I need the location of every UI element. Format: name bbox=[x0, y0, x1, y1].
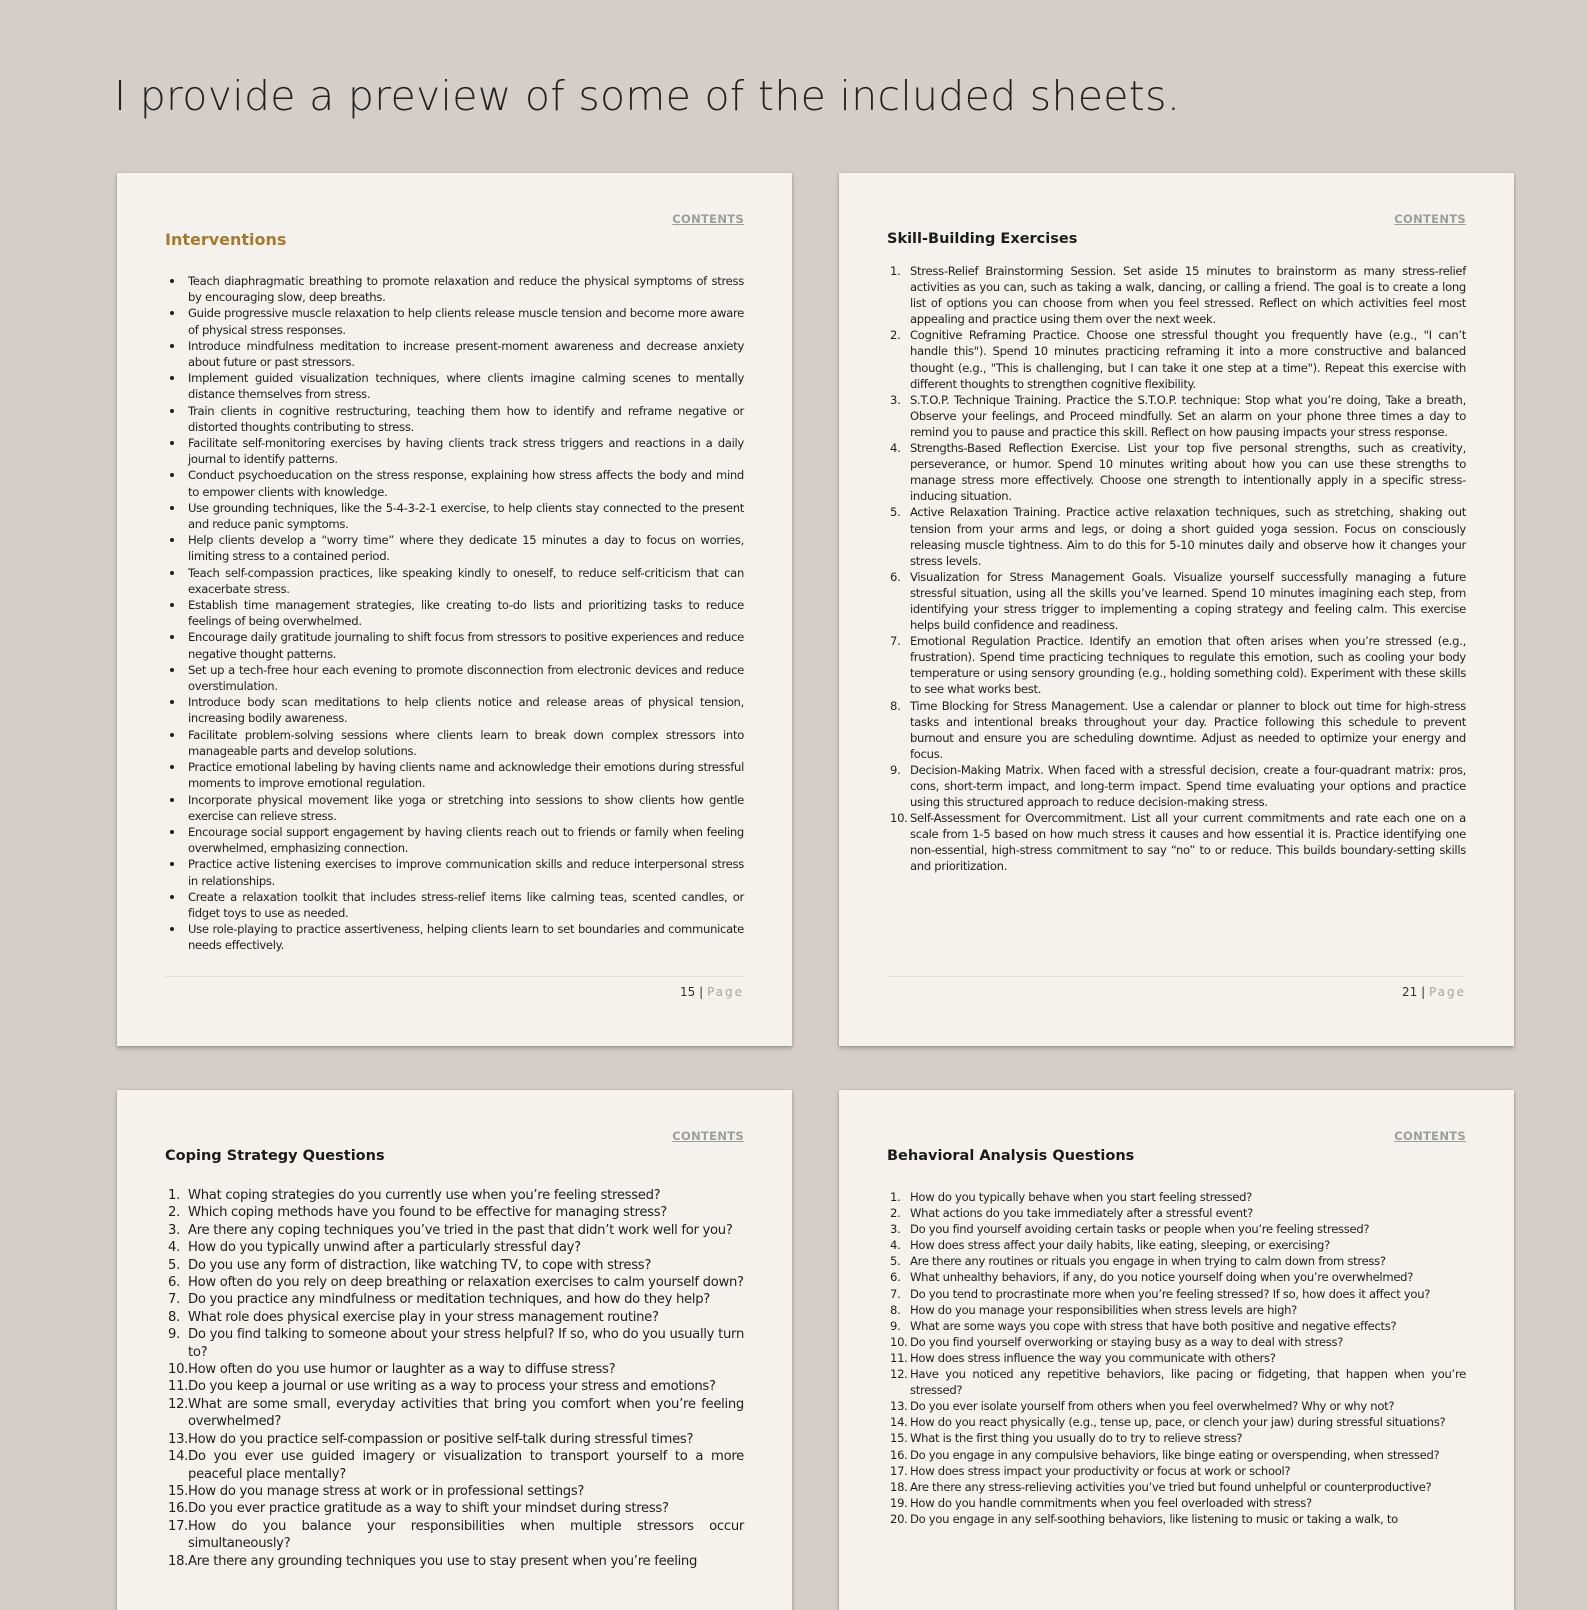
item-text: Are there any grounding techniques you use to stay present when you’re feeling bbox=[188, 1553, 698, 1569]
item-number: 2. bbox=[890, 1206, 901, 1221]
item-text: How do you handle commitments when you feel overloaded with stress? bbox=[910, 1495, 1312, 1510]
item-text: Time Blocking for Stress Management. Use a calendar or planner to block out time for high-stress tasks and intentional breaks throughout your day. Practice following this schedule to prevent burnout and ensure you are scheduling downtime. Adjust as needed to optimize your energy and focus. bbox=[910, 698, 1466, 761]
item-text: Do you find talking to someone about your stress helpful? If so, who do you usually turn to? bbox=[188, 1327, 744, 1360]
list-item bbox=[887, 1189, 1466, 1205]
list-item bbox=[887, 263, 1466, 327]
list-item bbox=[165, 629, 744, 661]
list-item bbox=[165, 856, 744, 888]
item-number: 3. bbox=[890, 1222, 901, 1237]
list-item bbox=[887, 1366, 1466, 1398]
item-number: 9. bbox=[890, 1318, 901, 1333]
item-number: 1. bbox=[168, 1188, 180, 1203]
page-separator: | bbox=[1421, 985, 1426, 999]
item-number: 7. bbox=[890, 1286, 901, 1301]
page-separator: | bbox=[699, 985, 704, 999]
list-item bbox=[887, 1302, 1466, 1318]
sheet-title: Coping Strategy Questions bbox=[165, 1148, 385, 1164]
sheet-interventions bbox=[117, 173, 792, 1046]
list-item bbox=[165, 597, 744, 629]
item-number: 4. bbox=[890, 441, 901, 456]
item-text: Strengths-Based Reflection Exercise. List your top five personal strengths, such as creativity, perseverance, or humor. Spend 10 minutes writing about how you can use these strengths to manage stress more effectively. Choose one strength to intentionally apply in a specific stress-inducing situation. bbox=[910, 441, 1466, 504]
item-text: Self-Assessment for Overcommitment. List all your current commitments and rate each one on a scale from 1-5 based on how much stress it causes and how essential it is. Practice identifying one non-essential, high-stress commitment to say “no” to or reduce. This builds boundary-setting skills and prioritization. bbox=[910, 811, 1466, 874]
item-text: Establish time management strategies, like creating to-do lists and prioritizing tasks to reduce feelings of being overwhelmed. bbox=[188, 598, 744, 629]
item-text: Do you find yourself overworking or staying busy as a way to deal with stress? bbox=[910, 1334, 1344, 1349]
list-item bbox=[887, 1350, 1466, 1366]
list-item bbox=[165, 1361, 744, 1378]
item-text: Do you ever isolate yourself from others when you feel overwhelmed? Why or why not? bbox=[910, 1399, 1395, 1414]
item-text: Help clients develop a “worry time” where they dedicate 15 minutes a day to focus on worries, limiting stress to a contained period. bbox=[188, 533, 744, 564]
list-item bbox=[887, 633, 1466, 697]
list-item bbox=[165, 273, 744, 305]
item-number: 12. bbox=[168, 1396, 189, 1412]
item-number: 8. bbox=[890, 1302, 901, 1317]
item-number: 3. bbox=[890, 392, 901, 407]
item-number: 12. bbox=[890, 1367, 908, 1382]
item-number: 18. bbox=[168, 1553, 189, 1569]
list-item bbox=[165, 1291, 744, 1308]
list-item bbox=[165, 1257, 744, 1274]
sheet-title: Interventions bbox=[165, 230, 287, 249]
item-text: How does stress impact your productivity or focus at work or school? bbox=[910, 1463, 1291, 1478]
item-number: 10. bbox=[168, 1362, 189, 1378]
list-item bbox=[887, 1479, 1466, 1495]
item-text: Introduce mindfulness meditation to increase present-moment awareness and decrease anxiety about future or past stressors. bbox=[188, 338, 744, 370]
item-text: How does stress influence the way you communicate with others? bbox=[910, 1350, 1276, 1365]
item-number: 17. bbox=[890, 1463, 908, 1478]
list-item bbox=[165, 662, 744, 694]
item-text: How do you balance your responsibilities when multiple stressors occur simultaneously? bbox=[188, 1518, 744, 1552]
list-item bbox=[165, 824, 744, 856]
item-number: 8. bbox=[168, 1309, 180, 1325]
page-headline: I provide a preview of some of the included sheets. bbox=[114, 72, 1181, 120]
item-number: 13. bbox=[168, 1431, 189, 1447]
item-number: 11. bbox=[890, 1350, 908, 1365]
list-item bbox=[887, 762, 1466, 810]
item-text: Conduct psychoeducation on the stress response, explaining how stress affects the body and mind to empower clients with knowledge. bbox=[188, 468, 744, 499]
item-number: 8. bbox=[890, 698, 901, 713]
list-item bbox=[165, 532, 744, 564]
sheet-body bbox=[887, 263, 1466, 875]
item-text: Do you practice any mindfulness or meditation techniques, and how do they help? bbox=[188, 1292, 710, 1308]
page-number: 21 bbox=[1401, 985, 1418, 999]
list-item bbox=[165, 467, 744, 499]
item-text: How often do you use humor or laughter as a way to diffuse stress? bbox=[188, 1362, 616, 1378]
item-text: Emotional Regulation Practice. Identify an emotion that often arises when you’re stressed (e.g., frustration). Spend time practicing techniques to regulate this emotion, such as cooling your body temperature or using sensory grounding (e.g., holding something cold). Experiment with these skills to see what works best. bbox=[910, 634, 1466, 697]
item-text: What unhealthy behaviors, if any, do you notice yourself doing when you’re overwhelmed? bbox=[910, 1270, 1414, 1285]
list-item bbox=[165, 1518, 744, 1553]
list-item bbox=[165, 1326, 744, 1361]
list-item bbox=[887, 1221, 1466, 1237]
list-item bbox=[165, 1448, 744, 1483]
item-text: Teach self-compassion practices, like speaking kindly to oneself, to reduce self-criticism that can exacerbate stress. bbox=[188, 565, 744, 596]
item-text: How do you practice self-compassion or positive self-talk during stressful times? bbox=[188, 1431, 694, 1447]
item-text: Stress-Relief Brainstorming Session. Set aside 15 minutes to brainstorm as many stress-relief activities as you can, such as taking a walk, dancing, or calling a friend. The goal is to create a long list of options you can choose from when you feel stressed. Reflect on which activities feel most appealing and practice using them over the next week. bbox=[910, 264, 1466, 327]
list-item bbox=[887, 1237, 1466, 1253]
list-item bbox=[887, 1511, 1466, 1527]
item-text: How do you typically unwind after a particularly stressful day? bbox=[188, 1240, 581, 1256]
contents-link[interactable]: CONTENTS bbox=[1394, 1129, 1466, 1143]
page-word: Page bbox=[1428, 985, 1466, 999]
item-number: 9. bbox=[890, 762, 901, 777]
list-item bbox=[165, 889, 744, 921]
list-item bbox=[165, 1553, 744, 1570]
list-item bbox=[887, 440, 1466, 504]
item-text: What actions do you take immediately after a stressful event? bbox=[910, 1206, 1253, 1221]
footer-divider bbox=[887, 976, 1466, 977]
list-item bbox=[887, 1414, 1466, 1430]
item-number: 11. bbox=[168, 1379, 189, 1395]
contents-link[interactable]: CONTENTS bbox=[672, 1129, 744, 1143]
item-number: 10. bbox=[890, 1334, 908, 1349]
item-text: Do you find yourself avoiding certain tasks or people when you’re feeling stressed? bbox=[910, 1222, 1370, 1237]
item-text: Do you use any form of distraction, like watching TV, to cope with stress? bbox=[188, 1257, 652, 1273]
item-text: Facilitate problem-solving sessions where clients learn to break down complex stressors into manageable parts and develop solutions. bbox=[188, 727, 744, 758]
list-item bbox=[165, 1222, 744, 1239]
list-item bbox=[165, 435, 744, 467]
item-text: Do you ever practice gratitude as a way to shift your mindset during stress? bbox=[188, 1501, 669, 1517]
list-item bbox=[887, 810, 1466, 874]
list-item bbox=[887, 1430, 1466, 1446]
item-text: Create a relaxation toolkit that includes stress-relief items like calming teas, scented candles, or fidget toys to use as needed. bbox=[188, 889, 744, 920]
item-text: Guide progressive muscle relaxation to help clients release muscle tension and become more aware of physical stress responses. bbox=[188, 306, 744, 337]
footer-divider bbox=[165, 976, 744, 977]
list-item bbox=[887, 1495, 1466, 1511]
list-item bbox=[887, 569, 1466, 633]
item-text: Do you engage in any compulsive behaviors, like binge eating or overspending, when stressed? bbox=[910, 1447, 1440, 1462]
item-text: How do you typically behave when you start feeling stressed? bbox=[910, 1190, 1252, 1204]
item-number: 2. bbox=[168, 1205, 180, 1221]
item-text: Encourage daily gratitude journaling to shift focus from stressors to positive experiences and reduce negative thought patterns. bbox=[188, 630, 744, 661]
list-item bbox=[887, 1318, 1466, 1334]
list-item bbox=[887, 392, 1466, 440]
item-text: Train clients in cognitive restructuring, teaching them how to identify and reframe negative or distorted thoughts contributing to stress. bbox=[188, 403, 744, 434]
item-number: 9. bbox=[168, 1327, 180, 1343]
item-number: 5. bbox=[890, 505, 901, 520]
item-number: 14. bbox=[168, 1449, 189, 1465]
item-number: 15. bbox=[168, 1483, 189, 1499]
item-number: 16. bbox=[890, 1447, 908, 1462]
sheet-skill-building bbox=[839, 173, 1514, 1046]
item-text: S.T.O.P. Technique Training. Practice the S.T.O.P. technique: Stop what you’re doing, Take a breath, Observe your feelings, and Proceed mindfully. Set an alarm on your phone three times a day to remind you to pause and practice this skill. Reflect on how pausing impacts your stress response. bbox=[910, 392, 1466, 439]
item-text: Cognitive Reframing Practice. Choose one stressful thought you frequently have (e.g., "I can’t handle this"). Spend 10 minutes practicing reframing it into a more constructive and balanced thought (e.g., "This is challenging, but I can take it one step at a time"). Repeat this exercise with different thoughts to strengthen cognitive flexibility. bbox=[910, 328, 1466, 391]
list-item bbox=[165, 1309, 744, 1326]
item-number: 15. bbox=[890, 1431, 908, 1446]
numbered-list bbox=[887, 1189, 1466, 1527]
sheet-body bbox=[887, 1189, 1466, 1527]
list-item bbox=[887, 504, 1466, 568]
item-text: Do you ever use guided imagery or visualization to transport yourself to a more peaceful place mentally? bbox=[188, 1449, 744, 1482]
item-text: Practice emotional labeling by having clients name and acknowledge their emotions during stressful moments to improve emotional regulation. bbox=[188, 760, 744, 791]
item-text: Do you keep a journal or use writing as a way to process your stress and emotions? bbox=[188, 1379, 716, 1395]
page-word: Page bbox=[706, 985, 744, 999]
item-text: Active Relaxation Training. Practice active relaxation techniques, such as stretching, shaking out tension from your arms and legs, or doing a short guided yoga session. Focus on consciously releasing muscle tightness. Aim to do this for 5-10 minutes daily and observe how it changes your stress levels. bbox=[910, 505, 1466, 568]
sheet-behavioral-analysis bbox=[839, 1090, 1514, 1610]
item-number: 19. bbox=[890, 1495, 908, 1510]
list-item bbox=[165, 1500, 744, 1517]
list-item bbox=[165, 1396, 744, 1431]
contents-link[interactable]: CONTENTS bbox=[1394, 212, 1466, 226]
sheet-body bbox=[165, 273, 744, 954]
item-text: How often do you rely on deep breathing or relaxation exercises to calm yourself down? bbox=[188, 1275, 744, 1291]
item-number: 6. bbox=[168, 1275, 180, 1291]
item-number: 7. bbox=[890, 634, 901, 649]
item-number: 6. bbox=[890, 569, 901, 584]
sheet-title: Skill-Building Exercises bbox=[887, 231, 1078, 247]
item-number: 14. bbox=[890, 1415, 908, 1430]
item-text: How do you react physically (e.g., tense up, pace, or clench your jaw) during stressful situations? bbox=[910, 1415, 1446, 1430]
list-item bbox=[165, 1378, 744, 1395]
item-number: 10. bbox=[890, 811, 908, 826]
list-item bbox=[165, 1239, 744, 1256]
list-item bbox=[887, 1334, 1466, 1350]
list-item bbox=[165, 694, 744, 726]
item-text: What role does physical exercise play in your stress management routine? bbox=[188, 1309, 659, 1325]
item-text: Incorporate physical movement like yoga or stretching into sessions to show clients how gentle exercise can relieve stress. bbox=[188, 792, 744, 823]
list-item bbox=[165, 1431, 744, 1448]
item-number: 16. bbox=[168, 1501, 189, 1517]
item-number: 4. bbox=[168, 1240, 180, 1256]
item-text: Which coping methods have you found to be effective for managing stress? bbox=[188, 1205, 667, 1221]
item-text: Have you noticed any repetitive behaviors, like pacing or fidgeting, that happen when you’re stressed? bbox=[910, 1367, 1466, 1398]
list-item bbox=[165, 305, 744, 337]
numbered-list bbox=[165, 1187, 744, 1570]
item-text: How does stress affect your daily habits, like eating, sleeping, or exercising? bbox=[910, 1238, 1330, 1253]
list-item bbox=[165, 759, 744, 791]
list-item bbox=[165, 921, 744, 953]
item-number: 1. bbox=[890, 264, 901, 278]
bullet-list bbox=[165, 273, 744, 954]
list-item bbox=[887, 1253, 1466, 1269]
item-text: Are there any stress-relieving activities you’ve tried but found unhelpful or counterproductive? bbox=[910, 1479, 1432, 1494]
list-item bbox=[165, 1274, 744, 1291]
sheet-title: Behavioral Analysis Questions bbox=[887, 1148, 1135, 1164]
item-text: Use role-playing to practice assertiveness, helping clients learn to set boundaries and communicate needs effectively. bbox=[188, 922, 744, 953]
list-item bbox=[165, 370, 744, 402]
list-item bbox=[887, 1205, 1466, 1221]
item-number: 20. bbox=[890, 1511, 908, 1526]
item-number: 7. bbox=[168, 1292, 180, 1308]
item-text: What is the first thing you usually do to try to relieve stress? bbox=[910, 1431, 1243, 1446]
page-footer bbox=[1402, 985, 1466, 999]
list-item bbox=[165, 1187, 744, 1204]
list-item bbox=[165, 565, 744, 597]
item-number: 4. bbox=[890, 1238, 901, 1253]
list-item bbox=[165, 1483, 744, 1500]
item-text: Visualization for Stress Management Goals. Visualize yourself successfully managing a future stressful situation, using all the skills you’ve learned. Spend 10 minutes imagining each step, from identifying your stress trigger to implementing a coping strategy and feeling calm. This exercise helps build confidence and readiness. bbox=[910, 569, 1466, 633]
list-item bbox=[165, 1204, 744, 1221]
item-text: Are there any coping techniques you’ve tried in the past that didn’t work well for you? bbox=[188, 1222, 733, 1238]
list-item bbox=[165, 792, 744, 824]
page-footer bbox=[680, 985, 744, 999]
item-text: Use grounding techniques, like the 5-4-3-2-1 exercise, to help clients stay connected to the present and reduce panic symptoms. bbox=[188, 500, 744, 532]
list-item bbox=[887, 1398, 1466, 1414]
item-text: Set up a tech-free hour each evening to promote disconnection from electronic devices and reduce overstimulation. bbox=[188, 662, 744, 694]
list-item bbox=[887, 327, 1466, 391]
item-number: 1. bbox=[890, 1190, 901, 1204]
list-item bbox=[887, 1447, 1466, 1463]
list-item bbox=[165, 727, 744, 759]
item-text: Facilitate self-monitoring exercises by having clients track stress triggers and reactions in a daily journal to identify patterns. bbox=[188, 436, 744, 467]
item-text: Decision-Making Matrix. When faced with a stressful decision, create a four-quadrant matrix: pros, cons, short-term impact, and long-term impact. Spend time evaluating your options and practice using this structured approach to reduce decision-making stress. bbox=[910, 762, 1466, 810]
contents-link[interactable]: CONTENTS bbox=[672, 212, 744, 226]
item-number: 17. bbox=[168, 1518, 189, 1534]
item-number: 3. bbox=[168, 1222, 180, 1238]
item-text: Are there any routines or rituals you engage in when trying to calm down from stress? bbox=[910, 1254, 1386, 1269]
item-number: 2. bbox=[890, 328, 901, 343]
list-item bbox=[887, 1286, 1466, 1302]
numbered-list bbox=[887, 263, 1466, 875]
item-text: What are some ways you cope with stress that have both positive and negative effects? bbox=[910, 1318, 1397, 1333]
item-text: Introduce body scan meditations to help clients notice and release areas of physical tension, increasing bodily awareness. bbox=[188, 695, 744, 726]
item-text: Do you tend to procrastinate more when you’re feeling stressed? If so, how does it affect you? bbox=[910, 1286, 1431, 1301]
item-number: 6. bbox=[890, 1270, 901, 1285]
list-item bbox=[165, 500, 744, 532]
item-number: 13. bbox=[890, 1399, 908, 1414]
sheet-body bbox=[165, 1187, 744, 1570]
list-item bbox=[887, 1269, 1466, 1285]
item-number: 18. bbox=[890, 1479, 908, 1494]
item-text: How do you manage stress at work or in professional settings? bbox=[188, 1483, 585, 1499]
item-text: Teach diaphragmatic breathing to promote relaxation and reduce the physical symptoms of stress by encouraging slow, deep breaths. bbox=[188, 274, 744, 305]
item-number: 5. bbox=[890, 1254, 901, 1269]
item-text: Practice active listening exercises to improve communication skills and reduce interpersonal stress in relationships. bbox=[188, 857, 744, 888]
item-text: What coping strategies do you currently use when you’re feeling stressed? bbox=[188, 1188, 661, 1203]
list-item bbox=[165, 403, 744, 435]
list-item bbox=[165, 338, 744, 370]
item-number: 5. bbox=[168, 1257, 180, 1273]
item-text: Encourage social support engagement by having clients reach out to friends or family when feeling overwhelmed, emphasizing connection. bbox=[188, 824, 744, 856]
item-text: What are some small, everyday activities that bring you comfort when you’re feeling overwhelmed? bbox=[188, 1396, 744, 1430]
page-number: 15 bbox=[679, 985, 696, 999]
item-text: Do you engage in any self-soothing behaviors, like listening to music or taking a walk, to bbox=[910, 1511, 1398, 1526]
list-item bbox=[887, 1463, 1466, 1479]
sheet-coping-strategy bbox=[117, 1090, 792, 1610]
item-text: Implement guided visualization techniques, where clients imagine calming scenes to mentally distance themselves from stress. bbox=[188, 371, 744, 402]
item-text: How do you manage your responsibilities when stress levels are high? bbox=[910, 1302, 1298, 1317]
list-item bbox=[887, 698, 1466, 762]
